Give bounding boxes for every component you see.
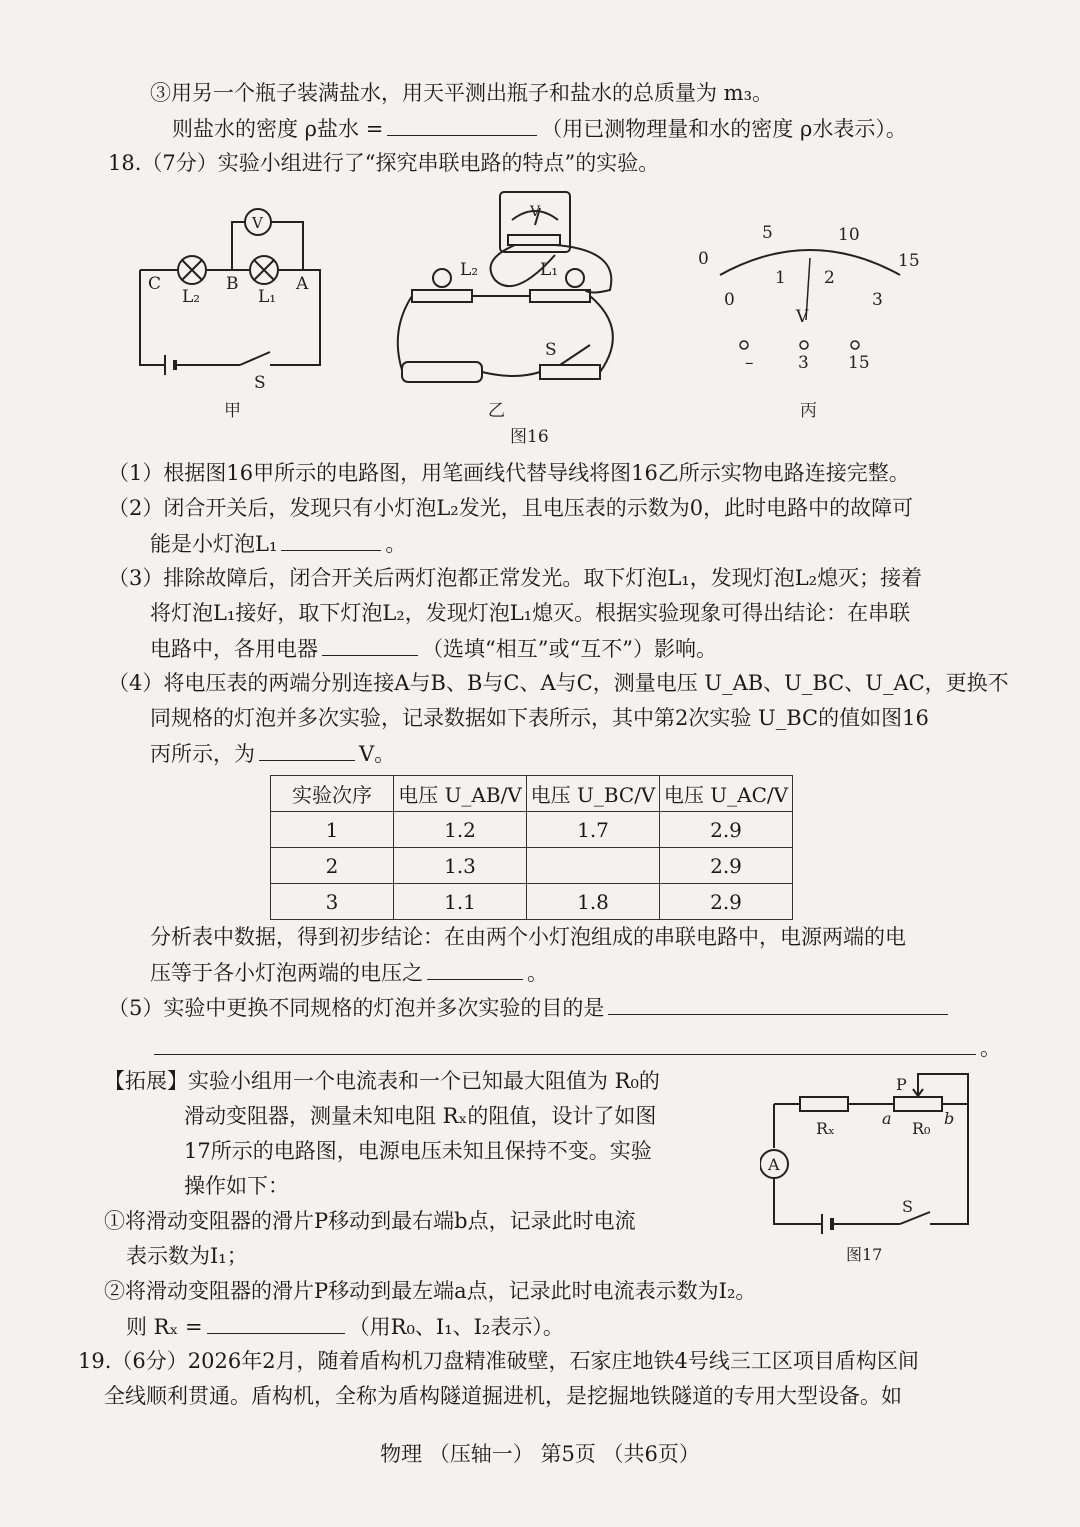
- table-cell: [527, 848, 660, 884]
- text-line: [150, 957, 548, 988]
- meter-unit: V: [796, 307, 809, 327]
- answer-blank[interactable]: [608, 992, 948, 1015]
- text-line: [150, 633, 717, 664]
- label-slider-p: P: [896, 1075, 907, 1094]
- table-cell: 2.9: [660, 884, 793, 920]
- table-row: [271, 884, 793, 920]
- label-l2: L₂: [182, 287, 201, 307]
- text-line: ③用另一个瓶子装满盐水，用天平测出瓶子和盐水的总质量为 m₃。: [150, 81, 774, 105]
- table-header: 电压 U_AB/V: [394, 776, 527, 812]
- answer-blank[interactable]: [154, 1032, 976, 1055]
- table-header: 实验次序: [271, 776, 394, 812]
- table-cell: 1: [271, 812, 394, 848]
- text-line: 【拓展】实验小组用一个电流表和一个已知最大阻值为 R₀的: [104, 1069, 660, 1093]
- question-heading: 18.（7分）实验小组进行了“探究串联电路的特点”的实验。: [108, 151, 660, 175]
- text-fragment: 。: [385, 532, 407, 556]
- answer-blank[interactable]: [259, 738, 355, 761]
- label-l1: L₁: [258, 287, 277, 307]
- table-cell: 1.8: [527, 884, 660, 920]
- label-voltmeter: V: [530, 204, 541, 220]
- text-line: 表示数为I₁；: [126, 1244, 248, 1268]
- text-fragment: （用R₀、I₁、I₂表示）。: [348, 1315, 564, 1339]
- text-fragment: 压等于各小灯泡两端的电压之: [150, 961, 423, 985]
- label-rx: Rₓ: [816, 1119, 835, 1138]
- answer-blank[interactable]: [207, 1311, 345, 1334]
- sub-caption: 甲: [224, 401, 241, 421]
- text-fragment: 电路中，各用电器: [150, 637, 318, 661]
- text-line: 将灯泡L₁接好，取下灯泡L₂，发现灯泡L₁熄灭。根据实验现象可得出结论：在串联: [150, 601, 911, 625]
- label-point-b: b: [944, 1109, 955, 1128]
- text-line: （4）将电压表的两端分别连接A与B、B与C、A与C，测量电压 U_AB、U_BC、U_AC，更换不: [108, 671, 1009, 695]
- label-point-a: a: [882, 1109, 892, 1128]
- label-l1: L₁: [540, 260, 559, 280]
- text-line: ①将滑动变阻器的滑片P移动到最右端b点，记录此时电流: [104, 1209, 636, 1233]
- meter-top-scale: 5: [762, 223, 773, 243]
- text-fragment: V。: [359, 742, 396, 766]
- meter-terminal: 3: [798, 353, 809, 373]
- label-node-c: C: [148, 274, 162, 294]
- text-line: 操作如下：: [184, 1174, 289, 1198]
- text-fragment: 则 Rₓ =: [126, 1315, 203, 1339]
- label-node-b: B: [226, 274, 239, 294]
- table-header-row: [271, 776, 793, 812]
- label-voltmeter: V: [252, 214, 263, 232]
- table-header: 电压 U_AC/V: [660, 776, 793, 812]
- table-cell: 2.9: [660, 812, 793, 848]
- meter-top-scale: 0: [698, 249, 709, 269]
- text-line: ②将滑动变阻器的滑片P移动到最左端a点，记录此时电流表示数为I₂。: [104, 1279, 757, 1303]
- meter-bottom-scale: 0: [724, 290, 735, 310]
- answer-blank[interactable]: [322, 633, 418, 656]
- meter-top-scale: 15: [898, 251, 920, 271]
- label-switch: S: [902, 1197, 913, 1216]
- text-line: [108, 992, 952, 1023]
- table-row: [271, 848, 793, 884]
- label-switch: S: [254, 373, 266, 393]
- table-cell: 1.1: [394, 884, 527, 920]
- text-line: 全线顺利贯通。盾构机，全称为盾构隧道掘进机，是挖掘地铁隧道的专用大型设备。如: [104, 1384, 902, 1408]
- label-node-a: A: [296, 274, 309, 294]
- text-line: （1）根据图16甲所示的电路图，用笔画线代替导线将图16乙所示实物电路连接完整。: [108, 461, 910, 485]
- table-cell: 1.3: [394, 848, 527, 884]
- sub-caption: 乙: [488, 401, 505, 421]
- meter-top-scale: 10: [838, 225, 860, 245]
- text-fragment: 。: [527, 961, 548, 985]
- answer-blank[interactable]: [427, 957, 523, 980]
- label-r0: R₀: [912, 1119, 931, 1138]
- figure-caption: 图16: [510, 427, 549, 447]
- table-header: 电压 U_BC/V: [527, 776, 660, 812]
- text-line: 滑动变阻器，测量未知电阻 Rₓ的阻值，设计了如图: [184, 1104, 657, 1128]
- table-cell: 1.2: [394, 812, 527, 848]
- text-fragment: 。: [980, 1036, 1001, 1060]
- page-footer: 物理 （压轴一） 第5页 （共6页）: [380, 1442, 700, 1466]
- text-line: [126, 1311, 564, 1342]
- table-cell: 2.9: [660, 848, 793, 884]
- table-cell: 1.7: [527, 812, 660, 848]
- figure-caption: 图17: [846, 1245, 883, 1264]
- text-line: [172, 113, 907, 144]
- text-line: [150, 738, 395, 769]
- text-fragment: 则盐水的密度 ρ盐水 =: [172, 117, 384, 141]
- meter-terminal: –: [745, 353, 754, 373]
- text-fragment: （5）实验中更换不同规格的灯泡并多次实验的目的是: [108, 996, 605, 1020]
- label-switch: S: [545, 340, 557, 360]
- text-fragment: 丙所示，为: [150, 742, 255, 766]
- label-l2: L₂: [460, 260, 479, 280]
- answer-blank[interactable]: [281, 528, 381, 551]
- text-line: 同规格的灯泡并多次实验，记录数据如下表所示，其中第2次实验 U_BC的值如图16: [150, 706, 929, 730]
- label-ammeter: A: [768, 1155, 780, 1174]
- figure-17: [760, 1068, 980, 1268]
- table-cell: 3: [271, 884, 394, 920]
- text-line: [150, 528, 406, 559]
- answer-blank[interactable]: [387, 113, 537, 136]
- data-table: [270, 775, 793, 920]
- table-row: [271, 812, 793, 848]
- text-fragment: （选填“相互”或“互不”）影响。: [422, 637, 717, 661]
- text-line: （3）排除故障后，闭合开关后两灯泡都正常发光。取下灯泡L₁，发现灯泡L₂熄灭；接着: [108, 566, 923, 590]
- text-line: （2）闭合开关后，发现只有小灯泡L₂发光，且电压表的示数为0，此时电路中的故障可: [108, 496, 914, 520]
- meter-bottom-scale: 1: [775, 268, 786, 288]
- text-line: 分析表中数据，得到初步结论：在由两个小灯泡组成的串联电路中，电源两端的电: [150, 925, 906, 949]
- text-fragment: 能是小灯泡L₁: [150, 532, 278, 556]
- text-line: 17所示的电路图，电源电压未知且保持不变。实验: [184, 1139, 652, 1163]
- question-heading: 19.（6分）2026年2月，随着盾构机刀盘精准破壁，石家庄地铁4号线三工区项目盾构区间: [78, 1349, 919, 1373]
- meter-bottom-scale: 2: [824, 268, 835, 288]
- meter-bottom-scale: 3: [872, 290, 883, 310]
- figure-16: [120, 180, 940, 450]
- text-line: [150, 1032, 1001, 1063]
- meter-terminal: 15: [848, 353, 870, 373]
- sub-caption: 丙: [800, 401, 817, 421]
- table-cell: 2: [271, 848, 394, 884]
- text-fragment: （用已测物理量和水的密度 ρ水表示）。: [541, 117, 907, 141]
